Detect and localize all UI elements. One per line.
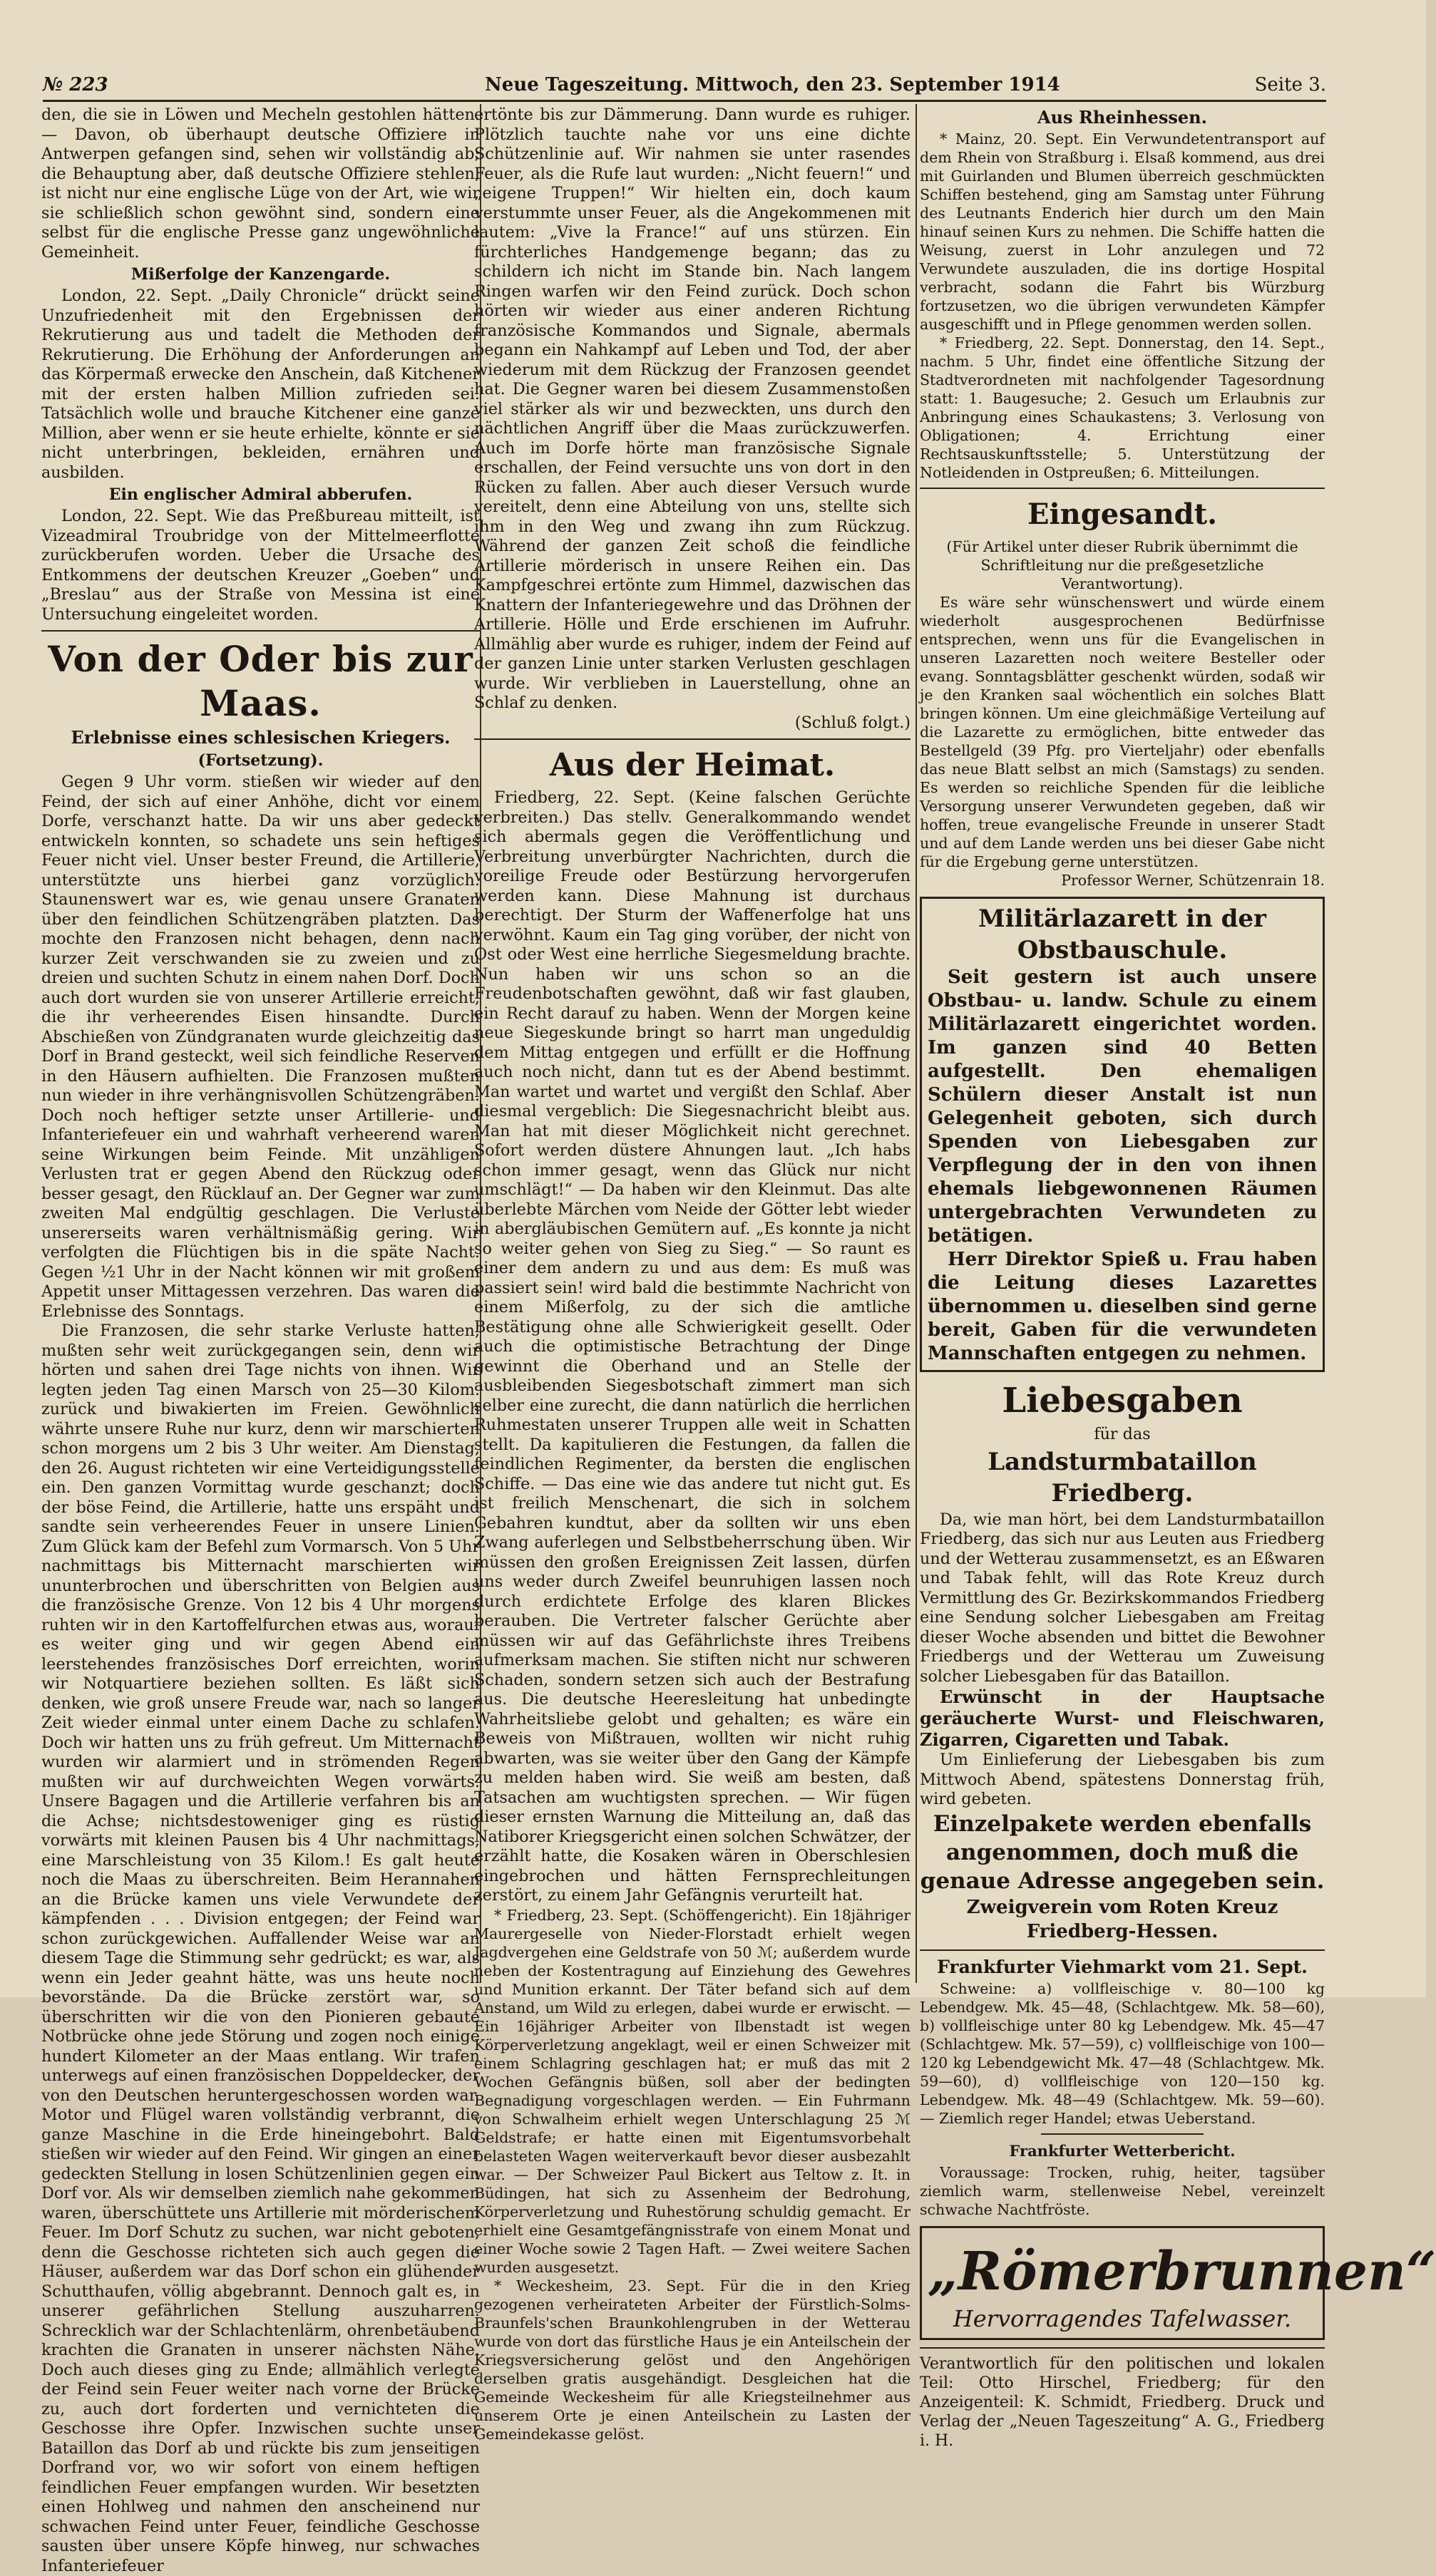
separator (920, 488, 1325, 489)
masthead-title-date: Neue Tageszeitung. Mittwoch, den 23. September 1914 (485, 74, 1060, 96)
imprint: Verantwortlich für den politischen und lokalen Teil: Otto Hirschel, Friedberg; für den Anzeigenteil: K. Schmidt, Friedberg. Druck und Verlag der „Neuen Tageszeitung“ A. G., Friedberg i. H. (920, 2354, 1325, 2450)
article-text: Friedberg, 22. Sept. (Keine falschen Gerüchte verbreiten.) Das stellv. Generalkommando wendet sich abermals gegen die Veröffentlichung und Verbreitung unverbürgter Nachrichten, durch die voreilige Freude oder Bestürzung hervorgerufen werden kann. Diese Mahnung ist durchaus berechtigt. Der Sturm der Waffenerfolge hat uns verwöhnt. Kaum ein Tag ging vorüber, der nicht von Ost oder West eine herrliche Siegesmeldung brachte. Nun haben wir uns schon so an die Freudenbotschaften gewöhnt, daß wir fast glauben, ein Recht darauf zu haben. Wenn der Morgen keine neue Siegeskunde bringt so harrt man ungeduldig dem Mittag entgegen und erfüllt er die Hoffnung auch noch nicht, dann tut es der Abend bestimmt. Man wartet und wartet und vergißt den Schlaf. Aber diesmal vergeblich: Die Siegesnachricht bleibt aus. Man hat mit dieser Möglichkeit nicht gerechnet. Sofort werden düstere Ahnungen laut. „Ich habs schon immer gesagt, wenn das Glück nur nicht umschlägt!“ — Da haben wir den Kleinmut. Das alte überlebte Märchen vom Neide der Götter lebt wieder in abergläubischen Gemütern auf. „Es konnte ja nicht so weiter gehen von Sieg zu Sieg.“ — So raunt es einer dem andern zu und aus dem: Es muß was passiert sein! wird bald die bestimmte Nachricht von einem Mißerfolg, zu der sich die amtliche Bestätigung ohne alle Schwierigkeit gesellt. Oder auch die optimistische Betrachtung der Dinge gewinnt die Oberhand und an Stelle der ausbleibenden Siegesbotschaft zimmert man sich selber eine zurecht, die dann natürlich die herrlichen Ruhmestaten unserer Truppen alle weit in Schatten stellt. Da kapitulieren die Festungen, da fallen die feindlichen Regimenter, da bersten die englischen Schiffe. — Das eine wie das andere tut nicht gut. Es ist freilich Menschenart, die sich in solchem Gebahren kundtut, aber da sollten wir uns eben Zwang auferlegen und Selbstbeherrschung üben. Wir müssen den großen Ereignissen Zeit lassen, dürfen uns weder durch Zweifel beunruhigen lassen noch durch erdichtete Erfolge des klaren Blickes berauben. Die Vertreter falscher Gerüchte aber müssen wir auf das Gefährlichste ihres Treibens aufmerksam machen. Sie stiften nicht nur schweren Schaden, sondern setzen sich auch der Bestrafung aus. Die deutsche Heeresleitung hat unbedingte Wahrheitsliebe gelobt und gehalten; es wäre ein Beweis von Mißtrauen, wollten wir nicht ruhig abwarten, was sie weiter über den Gang der Kämpfe zu melden haben wird. Sie weiß am besten, daß Tatsachen am wuchtigsten sprechen. — Wir fügen dieser ernsten Warnung die Mitteilung an, daß das Natiborer Kriegsgericht einen solchen Schwätzer, der erzählt hatte, die Kosaken wären in Oberschlesien eingebrochen und hätten Fernsprechleitungen zerstört, zu einem Jahr Gefängnis verurteilt hat. (474, 788, 911, 1905)
column-1 (41, 105, 480, 2575)
signature: Friedberg-Hessen. (1026, 1920, 1219, 1942)
continuation-note: (Fortsetzung). (198, 751, 324, 770)
ad-tagline: Hervorragendes Tafelwasser. (953, 2304, 1292, 2332)
ad-text: für das (1094, 1425, 1151, 1443)
article-text: ertönte bis zur Dämmerung. Dann wurde es ruhiger. Plötzlich tauchte nahe vor uns eine dichte Schützenlinie auf. Wir nahmen sie unter rasendes Feuer, als die Rufe laut wurden: „Nicht feuern!“ und „eigene Truppen!“ Wir hielten ein, doch kaum verstummte unser Feuer, als die Angekommenen mit lautem: „Vive la France!“ auf uns stürzen. Ein fürchterliches Handgemenge begann; das zu schildern ich nicht im Stande bin. Nach langem Ringen warfen wir den Feind zurück. Doch schon hörten wir wieder aus einer anderen Richtung französische Kommandos und Signale, abermals begann ein Nahkampf auf Leben und Tod, der aber wiederum mit dem Rückzug der Franzosen geendet hat. Die Gegner waren bei diesem Zusammenstoßen viel stärker als wir und bezweckten, uns durch den nächtlichen Angriff über die Maas zurückzuwerfen. Auch im Dorfe hörte man französische Signale erschallen, der Feind versuchte uns von dort in den Rücken zu fallen. Aber auch dieser Versuch wurde vereitelt, denn eine Abteilung von uns, stellte sich ihm in den Weg und zwang ihn zum Rückzug. Während der ganzen Zeit schoß die feindliche Artillerie mörderisch in unsere Reihen ein. Das Kampfgeschrei ertönte zum Himmel, dazwischen das Knattern der Infanteriegewehre und das Dröhnen der Artillerie. Hölle und Erde erschienen im Aufruhr. Allmählig aber wurde es ruhiger, indem der Feind auf der ganzen Linie unter starken Verlusten geschlagen wurde. Wir verblieben in Lauerstellung, ohne an Schlaf zu denken. (474, 105, 911, 712)
advertisement-lazarett (920, 897, 1325, 1372)
market-heading: Frankfurter Viehmarkt vom 21. Sept. (937, 1956, 1308, 1977)
article-text: London, 22. Sept. Wie das Preßbureau mitteilt, ist Vizeadmiral Troubridge von der Mittelmeerflotte zurückberufen worden. Ueber die Ursache des Entkommens der deutschen Kreuzer „Goeben“ und „Breslau“ aus der Straße von Messina ist eine Untersuchung eingeleitet worden. (41, 507, 480, 624)
ad-title: Liebesgaben (1002, 1381, 1243, 1421)
section-title: Aus der Heimat. (549, 747, 836, 783)
article-heading: Mißerfolge der Kanzengarde. (130, 265, 391, 284)
column-2 (474, 105, 911, 2443)
article-text: London, 22. Sept. „Daily Chronicle“ drückt seine Unzufriedenheit mit den Ergebnissen der Rekrutierung aus und tadelt die Methoden der Rekrutierung. Die Erhöhung der Anforderungen an das Körpermaß erwecke den Anschein, daß Kitchener mit der ersten halben Million zufrieden sei. Tatsächlich wolle und brauche Kitchener eine ganze Million, aber wenn er sie heute erhielte, könnte er sie nicht unterbringen, bekleiden, ernähren und ausbilden. (41, 287, 480, 482)
signature: Zweigverein vom Roten Kreuz (966, 1896, 1278, 1918)
ad-text: Herr Direktor Spieß u. Frau haben die Leitung dieses Lazarettes übernommen u. dieselben sind gerne bereit, Gaben für die verwundeten Mannschaften entgegen zu nehmen. (928, 1249, 1317, 1364)
separator (920, 1949, 1325, 1951)
article-text: Es wäre sehr wünschenswert und würde einem wiederholt ausgesprochenen Bedürfnisse entsprechen, wenn uns für die Evangelischen in unseren Lazaretten noch weitere Besteller oder evang. Sonntagsblätter geschenkt würden, sodaß wir je den Kranken saal wöchentlich ein solches Blatt bringen können. Um eine gleichmäßige Verteilung auf die Lazarette zu ermöglichen, bitte entweder das Bestellgeld (39 Pfg. pro Vierteljahr) oder ebenfalls das neue Blatt selbst an mich (Samstags) zu senden. Es werden so reichliche Spenden für die leibliche Versorgung unserer Verwundeten gegeben, daß wir hoffen, treue evangelische Freunde in unserer Stadt und auf dem Lande werden uns bei dieser Gabe nicht für die Ergebung gerne unterstützen. (920, 594, 1325, 870)
separator (1041, 2133, 1203, 2135)
ad-text: Da, wie man hört, bei dem Landsturmbataillon Friedberg, das sich nur aus Leuten aus Friedberg und der Wetterau zusammensetzt, es an Eßwaren und Tabak fehlt, will das Rote Kreuz durch Vermittlung des Gr. Bezirkskommandos Friedberg eine Sendung solcher Liebesgaben am Freitag dieser Woche absenden und bittet die Bewohner Friedbergs und der Wetterau um Zuweisung solcher Liebesgaben für das Bataillon. (920, 1510, 1325, 1686)
section-heading: Aus Rheinhessen. (1037, 107, 1207, 128)
article-text: Die Franzosen, die sehr starke Verluste hatten, mußten sehr weit zurückgegangen sein, denn wir hörten und sahen drei Tage nichts von ihnen. Wir legten jeden Tag einen Marsch von 25—30 Kilom. zurück und biwakierten im Freien. Gewöhnlich währte unsere Ruhe nur kurz, denn wir marschierten schon morgens um 2 bis 3 Uhr weiter. Am Dienstag, den 26. August richteten wir eine Verteidigungsstelle ein. Den ganzen Vormittag wurde geschanzt; doch der böse Feind, die Artillerie, hatte uns erspäht und sandte sein verheerendes Feuer in unsere Linien. Zum Glück kam der Befehl zum Vormarsch. Von 5 Uhr nachmittags bis Mitternacht marschierten wir ununterbrochen und überschritten von Belgien aus die französische Grenze. Von 12 bis 4 Uhr morgens ruhten wir in den Kartoffelfurchen etwas aus, worauf es weiter ging und wir gegen Abend ein leerstehendes französisches Dorf erreichten, worin wir Notquartiere beziehen sollten. Es läßt sich denken, wie groß unsere Freude war, nach so langer Zeit wieder einmal unter einem Dache zu schlafen. Doch wir hatten uns zu früh gefreut. Um Mitternacht wurden wir alarmiert und in strömenden Regen mußten wir auf durchweichten Wegen vorwärts. Unsere Bagagen und die Artillerie verfahren bis an die Achse; nichtsdestoweniger ging es rüstig vorwärts mit kleinen Pausen bis 4 Uhr nachmittags, eine Marschleistung von 35 Kilom.! Es galt heute noch die Maas zu überschreiten. Beim Herannahen an die Brücke kamen uns viele Verwundete der kämpfenden . . . Division entgegen; der Feind war schon zurückgewichen. Auffallender Weise war an diesem Tage die Stimmung sehr gedrückt; es war, als wenn ein Jeder geahnt hätte, was uns heute noch bevorstände. Da die Brücke zerstört war, so überschritten wir die von den Pionieren gebaute Notbrücke ohne jede Störung und zogen noch einige hundert Kilometer an der Maas entlang. Wir trafen unterwegs auf einen französischen Doppeldecker, der von den Deutschen heruntergeschossen worden war. Motor und Flügel waren vollständig verbrannt, die ganze Maschine in die Erde hineingebohrt. Bald stießen wir wieder auf den Feind. Wir gingen an einer gedeckten Stellung in losen Schützenlinien gegen ein Dorf vor. Als wir demselben ziemlich nahe gekommen waren, überschüttete uns Artillerie mit mörderischem Feuer. Im Dorf Schutz zu suchen, war nicht geboten, denn die Geschosse richteten sich auch gegen die Häuser, außerdem war das Dorf schon ein glühender Schutthaufen, völlig abgebrannt. Dennoch galt es, in unserer gefährlichen Stellung auszuharren. Schrecklich war der Schlachtenlärm, ohrenbetäubend krachten die Granaten in unserer nächsten Nähe. Doch auch dieses ging zu Ende; allmählich verlegte der Feind sein Feuer weiter nach vorne der Brücke zu, auch dort forderten und vernichteten die Geschosse ihre Opfer. Inzwischen suchte unser Bataillon das Dorf ab und rückte bis zum jenseitigen Dorfrand vor, wo wir sofort von einem heftigen feindlichen Feuer empfangen wurden. Wir besetzten einen Hohlweg und nahmen den anscheinend nur schwachen Feind unter Feuer, feindliche Geschosse sausten über unsere Köpfe hinweg, nur schwaches Infanteriefeuer (41, 1322, 480, 2575)
article-text: * Friedberg, 23. Sept. (Schöffengericht). Ein 18jähriger Maurergeselle von Nieder-Florstadt erhielt wegen Jagdvergehen eine Geldstrafe von 50 ℳ; außerdem wurde neben der Kostentragung auf Einziehung des Gewehres und Munition erkannt. Der Täter befand sich auf dem Anstand, um Wild zu erlegen, dabei wurde er erwischt. — Ein 16jähriger Arbeiter von Ilbenstadt ist wegen Körperverletzung angeklagt, weil er einen Schweizer mit einem Schlagring geschlagen hat; er muß das mit 2 Wochen Gefängnis büßen, soll aber der bedingten Begnadigung vorgeschlagen werden. — Ein Fuhrmann von Schwalheim erhielt wegen Unterschlagung 25 ℳ Geldstrafe; er hatte einen mit Eigentumsvorbehalt belasteten Wagen weiterverkauft bevor dieser ausbezahlt war. — Der Schweizer Paul Bickert aus Teltow z. It. in Büdingen, hat sich zu Assenheim der Bedrohung, Körperverletzung und Ruhestörung schuldig gemacht. Er erhielt eine Gesamtgefängnisstrafe von einem Monat und einer Woche sowie 2 Tagen Haft. — Zwei weitere Sachen wurden ausgesetzt. (474, 1906, 911, 2276)
separator (920, 2347, 1325, 2349)
page-number: Seite 3. (1254, 74, 1326, 96)
weather-report: Voraussage: Trocken, ruhig, heiter, tagsüber ziemlich warm, stellenweise Nebel, vereinzelt schwache Nachtfröste. (920, 2163, 1325, 2218)
editorial-note: (Für Artikel unter dieser Rubrik übernimmt die Schriftleitung nur die preßgesetzliche Verantwortung). (946, 538, 1298, 592)
article-heading: Ein englischer Admiral abberufen. (108, 485, 413, 504)
ad-title: Militärlazarett in der Obstbauschule. (978, 905, 1266, 964)
advertisement-liebesgaben (920, 1379, 1325, 1944)
ad-text: Einzelpakete werden ebenfalls angenommen, doch muß die genaue Adresse angegeben sein. (920, 1810, 1325, 1894)
advertisement-roemerbrunnen (920, 2226, 1436, 2340)
article-text: * Weckesheim, 23. Sept. Für die in den Krieg gezogenen verheirateten Arbeiter der Fürstlich-Solms-Braunfels'schen Braunkohlengruben in der Wetterau wurde von dort das fürstliche Haus je ein Anteilschein der Kriegsversicherung gelöst und den Angehörigen derselben gratis ausgehändigt. Desgleichen hat die Gemeinde Weckesheim für alle Kriegsteilnehmer aus unserem Orte je einen Anteilschein zu Lasten der Gemeindekasse gelöst. (474, 2277, 911, 2443)
feature-subtitle: Erlebnisse eines schlesischen Kriegers. (71, 727, 451, 748)
separator (41, 630, 480, 632)
section-title: Eingesandt. (1027, 498, 1218, 531)
article-text: * Friedberg, 22. Sept. Donnerstag, den 14. Sept., nachm. 5 Uhr, findet eine öffentliche Sitzung der Stadtverordneten mit nachfolgender Tagesordnung statt: 1. Baugesuche; 2. Gesuch um Erlaubnis zur Anbringung eines Schaukastens; 3. Verlosung von Obligationen; 4. Errichtung einer Rechtsauskunftsstelle; 5. Unterstützung der Notleidenden in Ostpreußen; 6. Mitteilungen. (920, 334, 1325, 481)
feature-title: Von der Oder bis zur Maas. (48, 638, 473, 724)
article-text: den, die sie in Löwen und Mecheln gestohlen hätten. — Davon, ob überhaupt deutsche Offiziere in Antwerpen gefangen sind, sehen wir vollständig ab; die Behauptung aber, daß deutsche Offiziere stehlen, ist nicht nur eine englische Lüge von der Art, wie wir sie schließlich schon gewöhnt sind, sondern eine selbst für die englische Presse ganz ungewöhnliche Gemeinheit. (41, 105, 480, 262)
article-text: * Mainz, 20. Sept. Ein Verwundetentransport auf dem Rhein von Straßburg i. Elsaß kommend, aus drei mit Guirlanden und Blumen überreich geschmückten Schiffen bestehend, ging am Samstag unter Führung des Leutnants Enderich hier durch um den Main hinauf seinen Kurs zu nehmen. Die Schiffe hatten die Weisung, zuerst in Lohr anzulegen und 72 Verwundete auszuladen, die ins dortige Hospital verbracht, sodann die Fahrt bis Würzburg fortzusetzen, wo die übrigen verwundeten Kämpfer ausgeschifft und in Pflege genommen werden sollen. (920, 130, 1325, 333)
ad-brand: „Römerbrunnen“ (928, 2240, 1436, 2302)
market-report: Schweine: a) vollfleischige v. 80—100 kg Lebendgew. Mk. 45—48, (Schlachtgew. Mk. 58—60), b) vollfleischige unter 80 kg Lebendgew. Mk. 45—47 (Schlachtgew. Mk. 57—59), c) vollfleischige von 100—120 kg Lebendgewicht Mk. 47—48 (Schlachtgew. Mk. 59—60), d) vollfleischige von 120—150 kg. Lebendgew. Mk. 48—49 (Schlachtgew. Mk. 59—60). — Ziemlich reger Handel; etwas Ueberstand. (920, 1979, 1325, 2127)
masthead (43, 71, 1326, 102)
ad-subtitle: Landsturmbataillon Friedberg. (988, 1447, 1257, 1508)
column-rule (916, 104, 917, 1983)
signature: Professor Werner, Schützenrain 18. (1061, 872, 1325, 889)
to-be-continued: (Schluß folgt.) (794, 713, 911, 732)
ad-text: Erwünscht in der Hauptsache geräucherte Wurst- und Fleischwaren, Zigarren, Cigaretten und Tabak. (920, 1686, 1325, 1750)
column-3 (920, 105, 1436, 2450)
issue-number: № 223 (43, 74, 108, 96)
article-text: Gegen 9 Uhr vorm. stießen wir wieder auf den Feind, der sich auf einer Anhöhe, dicht vor einem Dorfe, verschanzt hatte. Da wir uns aber gedeckt entwickeln konnten, so schadete uns sein heftiges Feuer nicht viel. Unser bester Freund, die Artillerie, unterstützte uns hierbei ganz vorzüglich. Staunenswert war es, wie genau unsere Granaten über den feindlichen Schützengräben platzten. Das mochte den Franzosen nicht behagen, denn nach kurzer Zeit verschwanden sie zu zweien und zu dreien und suchten Schutz in einem nahen Dorf. Doch auch dort wurden sie von unserer Artillerie erreicht, die ihr verheerendes Eisen hinsandte. Durch Abschießen von Zündgranaten wurde gleichzeitig das Dorf in Brand gesteckt, weil sich feindliche Reserven in den Häusern aufhielten. Die Franzosen mußten nun wieder in ihre verhängnisvollen Schützengräben. Doch noch heftiger setzte unser Artillerie- und Infanteriefeuer ein und wahrhaft verheerend waren seine Wirkungen beim Feinde. Mit unzähligen Verlusten trat er gegen Abend den Rückzug oder besser gesagt, den Rücklauf an. Der Gegner war zum zweiten Mal endgültig geschlagen. Die Verluste unsererseits waren verhältnismäßig gering. Wir verfolgten die Flüchtigen bis in die späte Nacht. Gegen ½1 Uhr in der Nacht können wir mit großem Appetit unser Mittagessen verzehren. Das waren die Erlebnisse des Sonntags. (41, 773, 480, 1321)
ad-text: Um Einlieferung der Liebesgaben bis zum Mittwoch Abend, spätestens Donnerstag früh, wird gebeten. (920, 1751, 1325, 1808)
ad-text: Seit gestern ist auch unsere Obstbau- u. landw. Schule zu einem Militärlazarett eingerichtet worden. Im ganzen sind 40 Betten aufgestellt. Den ehemaligen Schülern dieser Anstalt ist nun Gelegenheit geboten, sich durch Spenden von Liebesgaben zur Verpflegung der in den von ihnen ehemals liebgewonnenen Räumen untergebrachten Verwundeten zu betätigen. (928, 967, 1317, 1247)
separator (474, 738, 911, 740)
weather-heading: Frankfurter Wetterbericht. (1009, 2141, 1236, 2160)
